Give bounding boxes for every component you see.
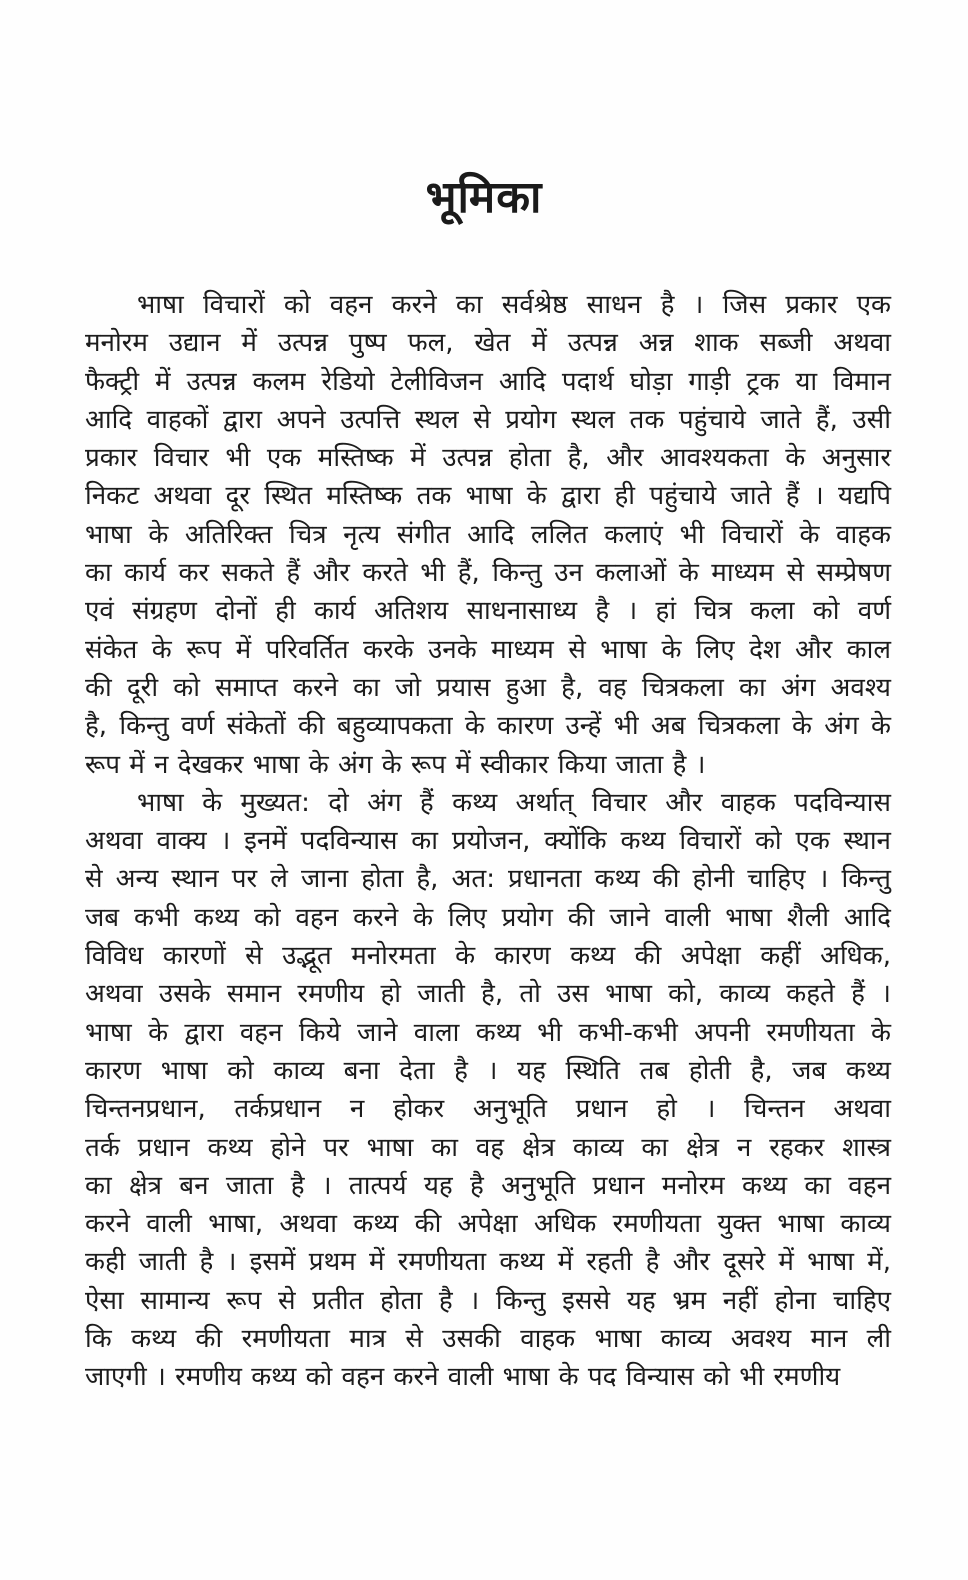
text-line: भाषा के अतिरिक्त चित्र नृत्य संगीत आदि ललित कलाएं भी विचारों के वाहक (85, 519, 891, 550)
text-line: एवं संग्रहण दोनों ही कार्य अतिशय साधनासाध्य है । हां चित्र कला को वर्ण (85, 596, 891, 627)
text-line: विविध कारणों से उद्भूत मनोरमता के कारण कथ्य की अपेक्षा कहीं अधिक, (85, 941, 891, 972)
text-line: भाषा के मुख्यत: दो अंग हैं कथ्य अर्थात् विचार और वाहक पदविन्यास (137, 787, 891, 818)
text-line: मनोरम उद्यान में उत्पन्न पुष्प फल, खेत में उत्पन्न अन्न शाक सब्जी अथवा (85, 328, 891, 359)
paragraph (85, 286, 891, 784)
text-line: फैक्ट्री में उत्पन्न कलम रेडियो टेलीविजन आदि पदार्थ घोड़ा गाड़ी ट्रक या विमान (85, 366, 891, 397)
text-line: निकट अथवा दूर स्थित मस्तिष्क तक भाषा के द्वारा ही पहुंचाये जाते हैं । यद्यपि (85, 481, 891, 512)
text-line: का क्षेत्र बन जाता है । तात्पर्य यह है अनुभूति प्रधान मनोरम कथ्य का वहन (85, 1170, 891, 1201)
text-line: की दूरी को समाप्त करने का जो प्रयास हुआ है, वह चित्रकला का अंग अवश्य (85, 672, 891, 703)
text-line: अथवा वाक्य । इनमें पदविन्यास का प्रयोजन, क्योंकि कथ्य विचारों को एक स्थान (85, 826, 891, 857)
page-body (85, 286, 891, 1397)
text-line: अथवा उसके समान रमणीय हो जाती है, तो उस भाषा को, काव्य कहते हैं । (85, 979, 891, 1010)
text-line: करने वाली भाषा, अथवा कथ्य की अपेक्षा अधिक रमणीयता युक्त भाषा काव्य (85, 1209, 891, 1240)
text-line: तर्क प्रधान कथ्य होने पर भाषा का वह क्षेत्र काव्य का क्षेत्र न रहकर शास्त्र (85, 1132, 891, 1163)
text-line: कि कथ्य की रमणीयता मात्र से उसकी वाहक भाषा काव्य अवश्य मान ली (85, 1324, 891, 1355)
text-line: रूप में न देखकर भाषा के अंग के रूप में स्वीकार किया जाता है । (85, 749, 706, 780)
text-line: चिन्तनप्रधान, तर्कप्रधान न होकर अनुभूति प्रधान हो । चिन्तन अथवा (85, 1094, 891, 1125)
text-line: संकेत के रूप में परिवर्तित करके उनके माध्यम से भाषा के लिए देश और काल (85, 634, 891, 665)
text-line: से अन्य स्थान पर ले जाना होता है, अत: प्रधानता कथ्य की होनी चाहिए । किन्तु (85, 864, 891, 895)
text-line: जाएगी । रमणीय कथ्य को वहन करने वाली भाषा के पद विन्यास को भी रमणीय (85, 1362, 841, 1393)
text-line: जब कभी कथ्य को वहन करने के लिए प्रयोग की जाने वाली भाषा शैली आदि (85, 902, 891, 933)
text-line: कारण भाषा को काव्य बना देता है । यह स्थिति तब होती है, जब कथ्य (85, 1055, 891, 1086)
paragraph (85, 784, 891, 1397)
text-line: भाषा के द्वारा वहन किये जाने वाला कथ्य भी कभी-कभी अपनी रमणीयता के (85, 1017, 891, 1048)
text-line: का कार्य कर सकते हैं और करते भी हैं, किन्तु उन कलाओं के माध्यम से सम्प्रेषण (85, 558, 891, 589)
text-line: कही जाती है । इसमें प्रथम में रमणीयता कथ्य में रहती है और दूसरे में भाषा में, (85, 1247, 891, 1278)
page-title: भूमिका (425, 172, 543, 223)
text-line: प्रकार विचार भी एक मस्तिष्क में उत्पन्न होता है, और आवश्यकता के अनुसार (85, 443, 891, 474)
text-line: ऐसा सामान्य रूप से प्रतीत होता है । किन्तु इससे यह भ्रम नहीं होना चाहिए (85, 1285, 891, 1316)
text-line: भाषा विचारों को वहन करने का सर्वश्रेष्ठ साधन है । जिस प्रकार एक (137, 290, 891, 320)
text-line: आदि वाहकों द्वारा अपने उत्पत्ति स्थल से प्रयोग स्थल तक पहुंचाये जाते हैं, उसी (85, 404, 891, 435)
text-line: है, किन्तु वर्ण संकेतों की बहुव्यापकता के कारण उन्हें भी अब चित्रकला के अंग के (85, 711, 891, 742)
